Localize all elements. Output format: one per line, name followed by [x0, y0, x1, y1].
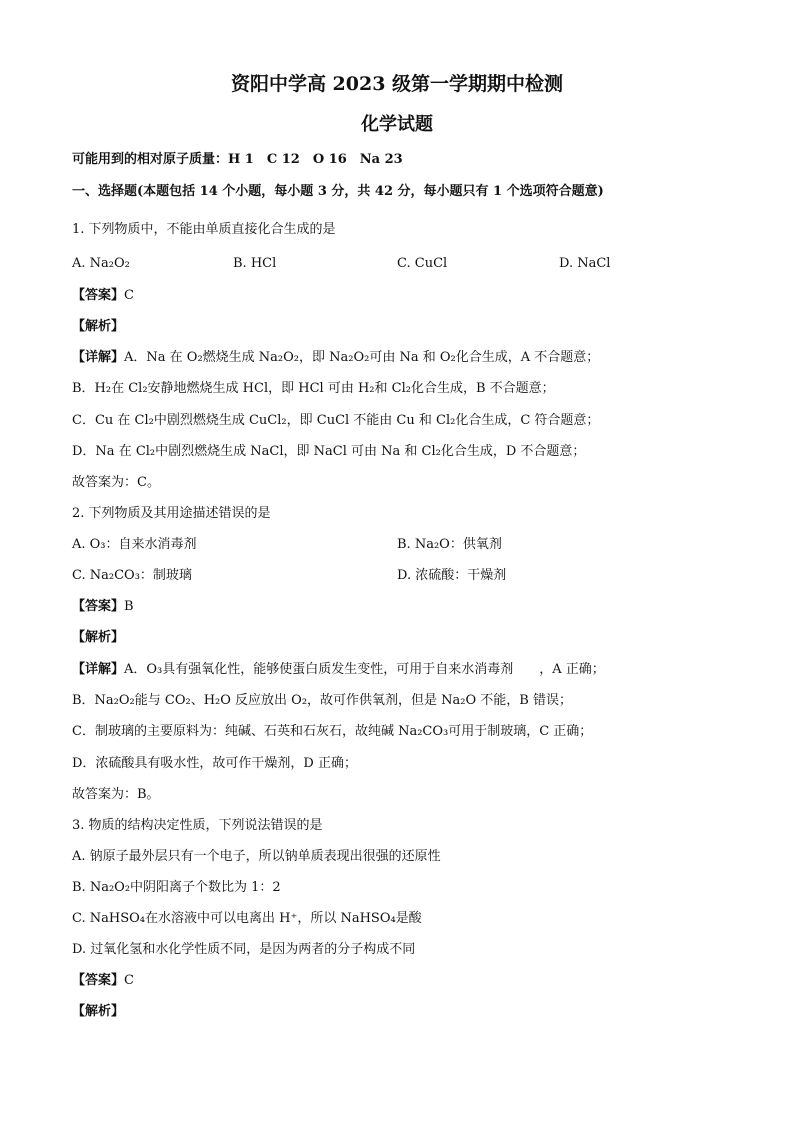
q3-option-a: A. 钠原子最外层只有一个电子，所以钠单质表现出很强的还原性 — [72, 849, 441, 864]
q1-detail-c: C．Cu 在 Cl₂中剧烈燃烧生成 CuCl₂，即 CuCl 不能由 Cu 和 Cl₂化合生成，C 符合题意； — [72, 413, 600, 428]
q2-option-d: D. 浓硫酸：干燥剂 — [397, 568, 507, 583]
q3-option-c: C. NaHSO₄在水溶液中可以电离出 H⁺，所以 NaHSO₄是酸 — [72, 911, 422, 926]
q1-analysis-tag: 【解析】 — [72, 319, 125, 334]
q3-answer-tag: 【答案】 — [72, 973, 125, 988]
q1-answer-value: C — [124, 288, 134, 303]
q3-answer-value: C — [124, 973, 134, 988]
q1-option-b: B. HCl — [233, 256, 277, 271]
q2-analysis-tag: 【解析】 — [72, 630, 125, 645]
q2-detail-d: D．浓硫酸具有吸水性，故可作干燥剂，D 正确； — [72, 756, 357, 771]
q2-detail-b: B．Na₂O₂能与 CO₂、H₂O 反应放出 O₂，故可作供氧剂，但是 Na₂O 不能，B 错误； — [72, 693, 572, 708]
q3-option-d: D. 过氧化氢和水化学性质不同，是因为两者的分子构成不同 — [72, 942, 416, 957]
q3-stem: 3. 物质的结构决定性质，下列说法错误的是 — [72, 818, 323, 833]
q2-answer-value: B — [124, 599, 134, 614]
q2-stem: 2. 下列物质及其用途描述错误的是 — [72, 506, 271, 521]
q2-detail-a-text: A．O₃具有强氧化性，能够使蛋白质发生变性，可用于自来水消毒剂 ，A 正确； — [124, 662, 605, 677]
q2-option-b: B. Na₂O：供氧剂 — [397, 537, 502, 552]
section-heading: 一、选择题(本题包括 14 个小题，每小题 3 分，共 42 分，每小题只有 1 个选项符合题意) — [72, 184, 604, 199]
q1-detail-b: B．H₂在 Cl₂安静地燃烧生成 HCl，即 HCl 可由 H₂和 Cl₂化合生成，B 不合题意； — [72, 381, 555, 396]
atomic-masses: 可能用到的相对原子质量：H 1 C 12 O 16 Na 23 — [72, 152, 403, 167]
q1-conclusion: 故答案为：C。 — [72, 475, 160, 490]
q1-answer-tag: 【答案】 — [72, 288, 125, 303]
q1-detail-tag: 【详解】 — [72, 350, 125, 365]
q2-conclusion: 故答案为：B。 — [72, 787, 160, 802]
exam-subtitle: 化学试题 — [361, 114, 433, 135]
q1-answer-line — [72, 287, 134, 305]
q3-option-b: B. Na₂O₂中阴阳离子个数比为 1：2 — [72, 880, 281, 895]
q2-answer-line — [72, 598, 134, 616]
q1-option-a: A. Na₂O₂ — [72, 256, 130, 271]
q1-option-c: C. CuCl — [397, 256, 448, 271]
q1-stem: 1. 下列物质中，不能由单质直接化合生成的是 — [72, 222, 336, 237]
q1-detail-d: D．Na 在 Cl₂中剧烈燃烧生成 NaCl，即 NaCl 可由 Na 和 Cl₂化合生成，D 不合题意； — [72, 444, 586, 459]
q1-detail-a-text: A．Na 在 O₂燃烧生成 Na₂O₂，即 Na₂O₂可由 Na 和 O₂化合生成，A 不合题意； — [124, 350, 600, 365]
q2-detail-c: C．制玻璃的主要原料为：纯碱、石英和石灰石，故纯碱 Na₂CO₃可用于制玻璃，C 正确； — [72, 724, 593, 739]
q3-analysis-tag: 【解析】 — [72, 1004, 125, 1019]
q1-detail-a — [72, 349, 599, 367]
q2-detail-a — [72, 661, 605, 679]
q2-detail-tag: 【详解】 — [72, 662, 125, 677]
q2-option-c: C. Na₂CO₃：制玻璃 — [72, 568, 192, 583]
q2-answer-tag: 【答案】 — [72, 599, 125, 614]
exam-title: 资阳中学高 2023 级第一学期期中检测 — [230, 73, 564, 95]
q1-option-d: D. NaCl — [559, 256, 611, 271]
q3-answer-line — [72, 972, 134, 990]
q2-option-a: A. O₃：自来水消毒剂 — [72, 537, 197, 552]
